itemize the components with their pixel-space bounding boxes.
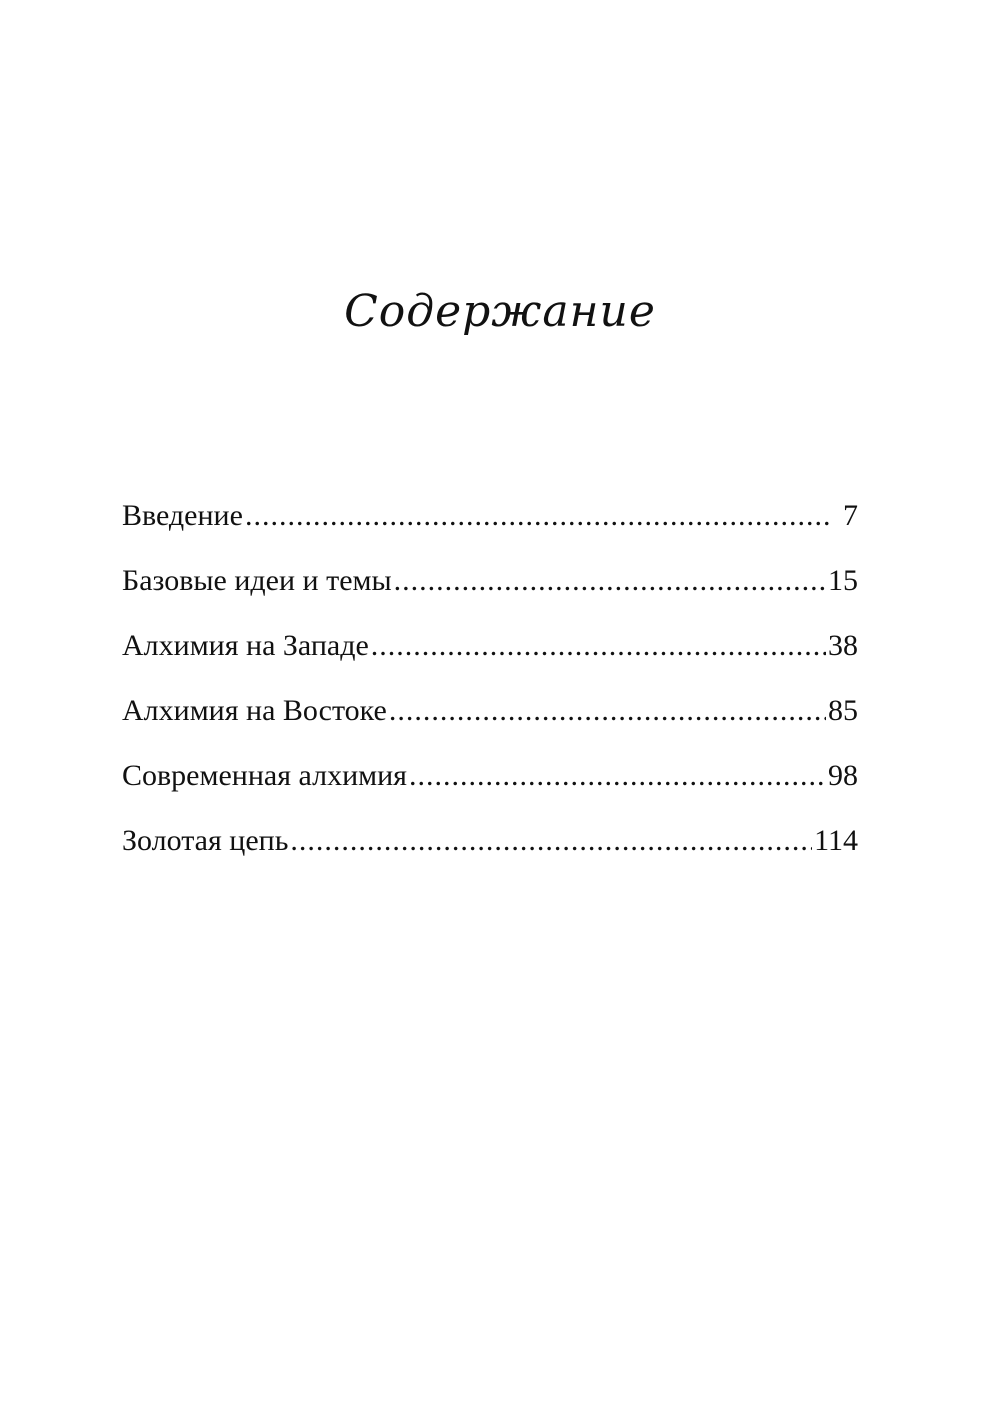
toc-entry-alchemy-west[interactable] (122, 622, 858, 687)
toc-dot-leader (389, 687, 826, 735)
toc-dot-leader (394, 557, 826, 605)
toc-dot-leader (290, 817, 812, 865)
toc-entry-title: Золотая цепь (122, 824, 289, 857)
page-title: Содержание (344, 286, 656, 337)
toc-entry-introduction[interactable] (122, 492, 858, 557)
toc-entry-page: 38 (828, 629, 858, 662)
toc-entry-title: Современная алхимия (122, 759, 407, 792)
toc-entry-page: 15 (828, 564, 858, 597)
table-of-contents (122, 492, 858, 882)
toc-entry-golden-chain[interactable] (122, 817, 858, 882)
toc-entry-page: 85 (828, 694, 858, 727)
toc-entry-title: Введение (122, 499, 243, 532)
toc-entry-title: Алхимия на Востоке (122, 694, 387, 727)
toc-entry-page: 7 (843, 499, 858, 532)
toc-entry-title: Алхимия на Западе (122, 629, 369, 662)
toc-entry-title: Базовые идеи и темы (122, 564, 392, 597)
toc-dot-leader (409, 752, 826, 800)
toc-entry-basic-ideas[interactable] (122, 557, 858, 622)
toc-entry-page: 114 (814, 824, 858, 857)
toc-dot-leader (245, 492, 831, 540)
toc-entry-modern-alchemy[interactable] (122, 752, 858, 817)
toc-entry-page: 98 (828, 759, 858, 792)
toc-dot-leader (371, 622, 826, 670)
toc-entry-alchemy-east[interactable] (122, 687, 858, 752)
